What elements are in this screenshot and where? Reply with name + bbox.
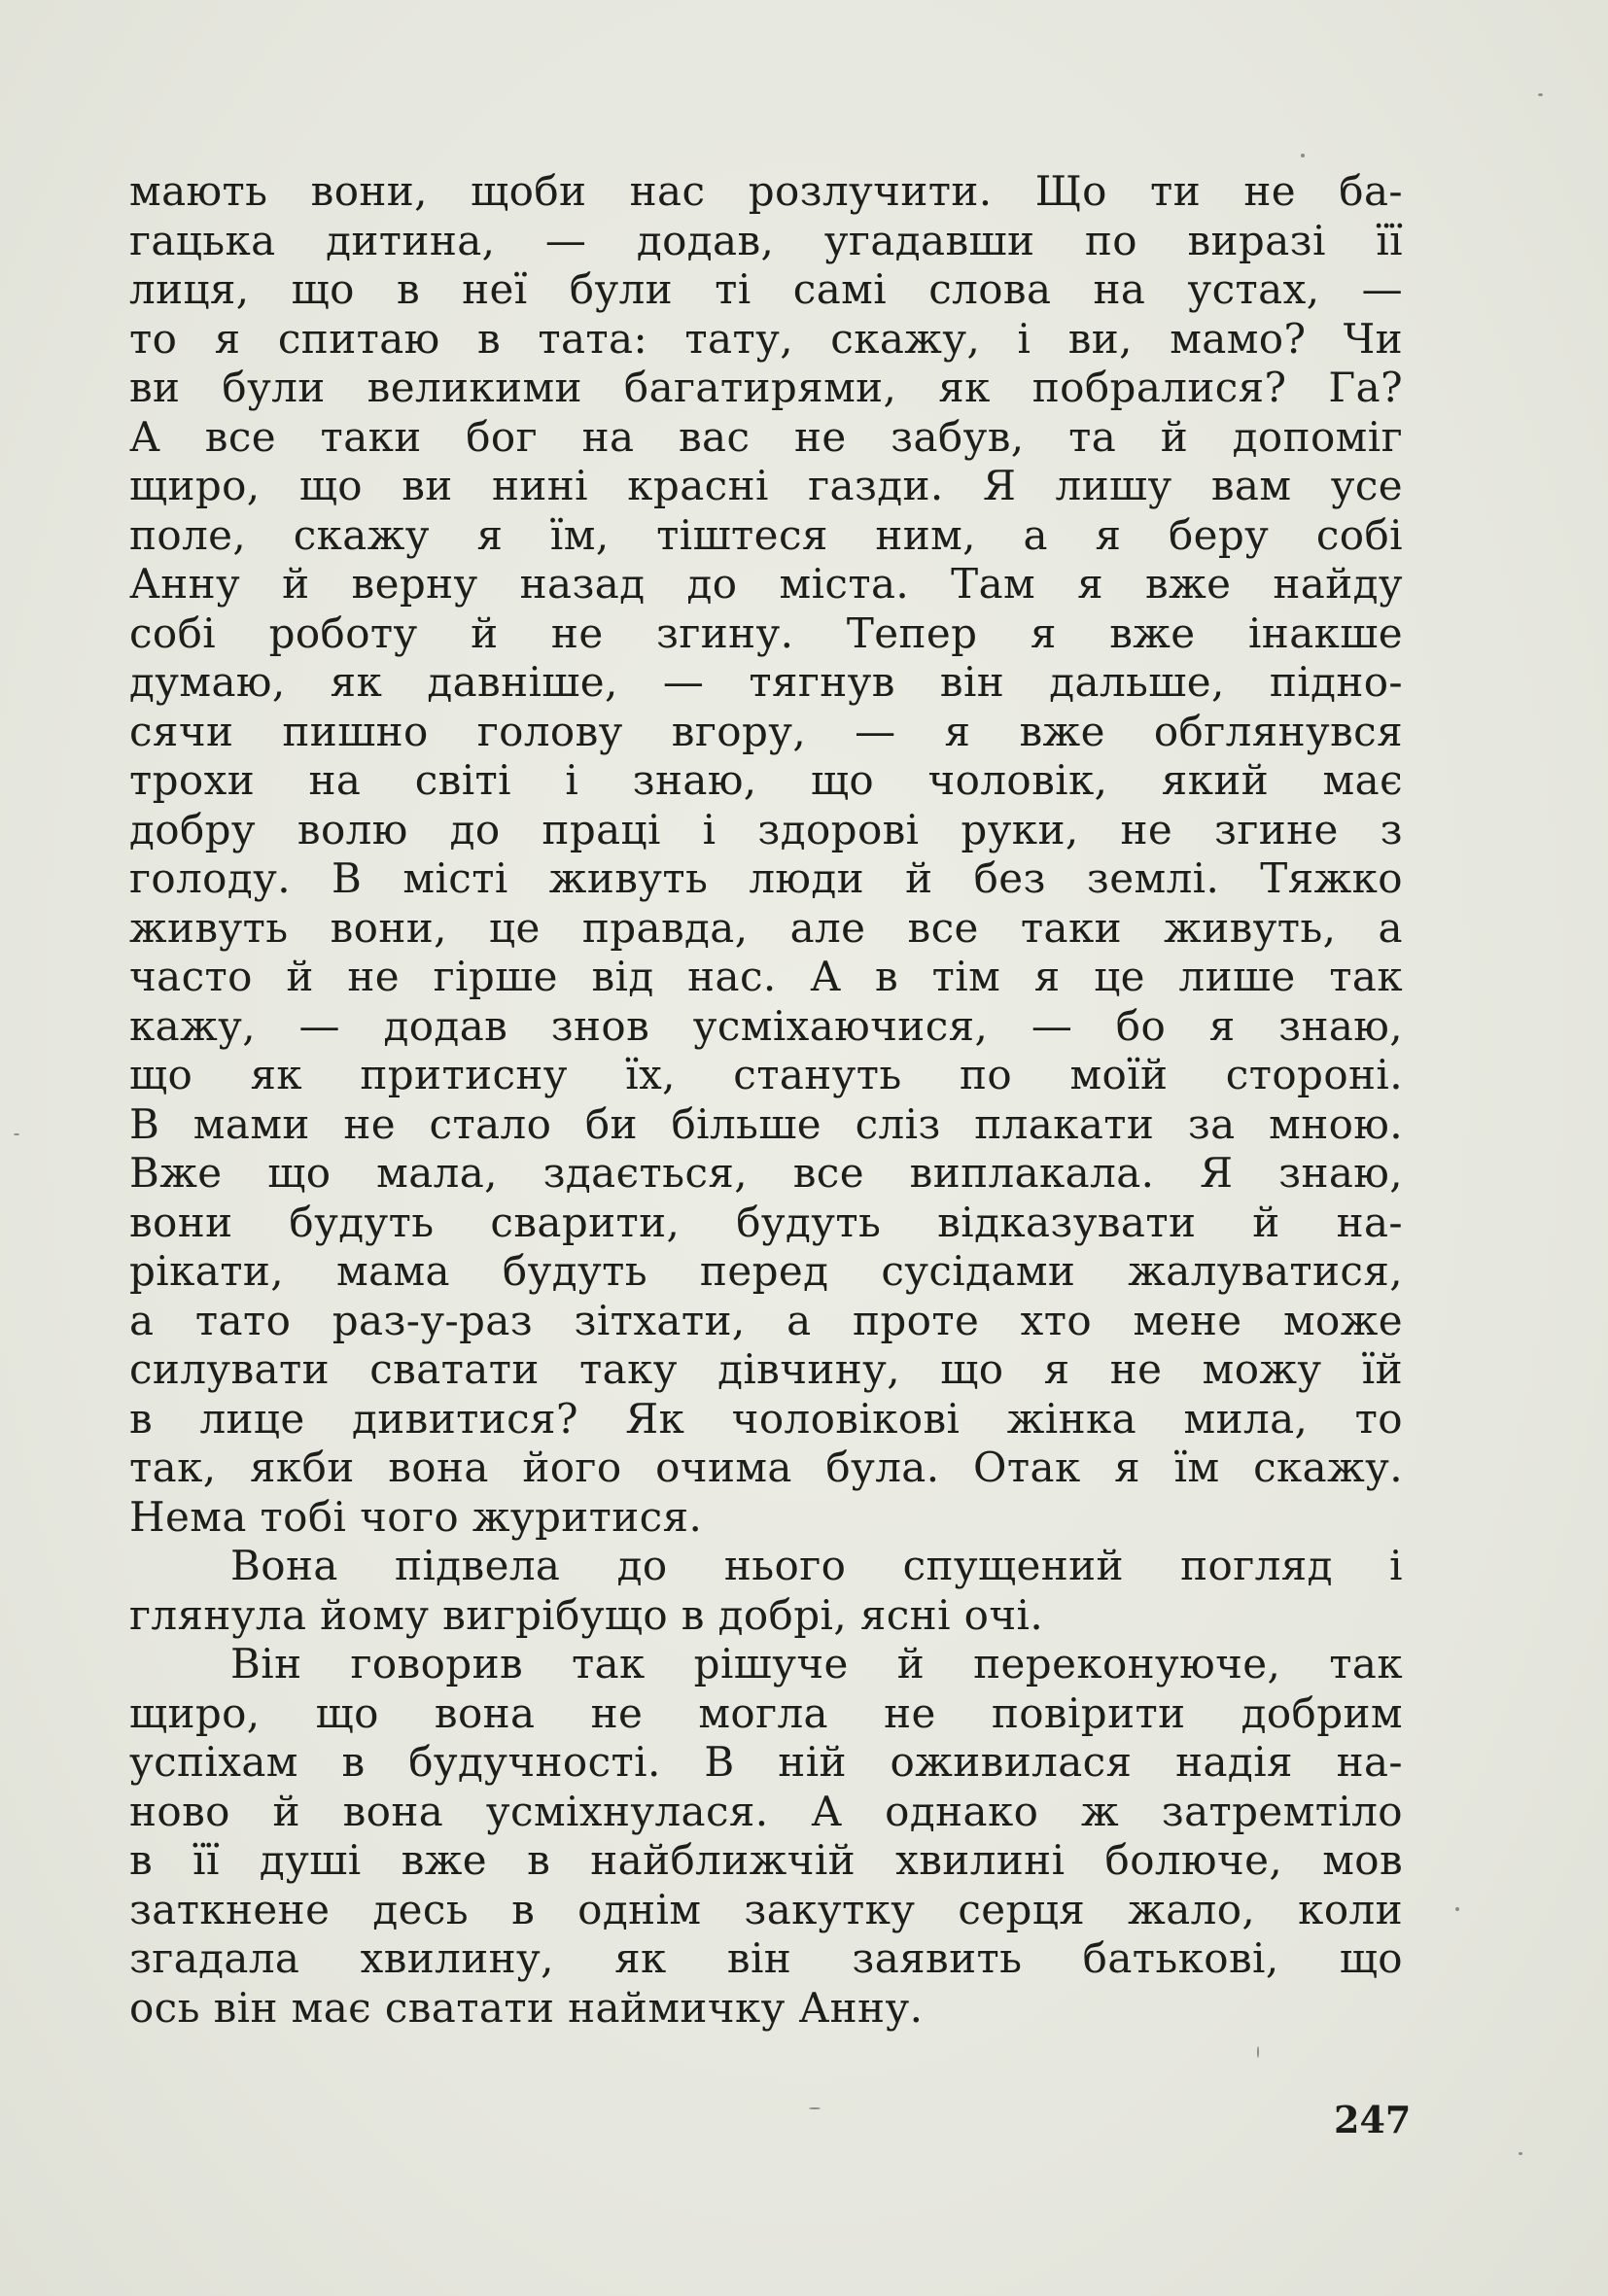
- text-line: що як притисну їх, стануть по моїй стороні.: [129, 1051, 1403, 1098]
- text-line: В мами не стало би більше сліз плакати за мною.: [129, 1099, 1403, 1148]
- body-text: [129, 167, 1403, 2033]
- text-line: рікати, мама будуть перед сусідами жалуватися,: [129, 1247, 1403, 1295]
- text-line: лиця, що в неї були ті самі слова на устах, —: [129, 265, 1403, 313]
- paper-speck: [14, 1133, 19, 1135]
- text-line: так, якби вона його очима була. Отак я їм скажу.: [129, 1444, 1403, 1491]
- text-line: живуть вони, це правда, але все таки живуть, а: [129, 903, 1403, 952]
- text-line: думаю, як давніше, — тягнув він дальше, підно-: [129, 658, 1403, 706]
- text-line: а тато раз-у-раз зітхати, а проте хто мене може: [129, 1296, 1403, 1344]
- paper-speck: [1538, 93, 1543, 96]
- text-line: кажу, — додав знов усміхаючися, — бо я знаю,: [129, 1001, 1403, 1050]
- text-line: в її душі вже в найближчій хвилині болюче, мов: [129, 1836, 1403, 1884]
- paper-speck: [1455, 1907, 1459, 1911]
- paragraph-start-line: Він говорив так рішуче й переконуюче, так: [230, 1640, 1403, 1687]
- paragraph-start-line: Вона підвела до нього спущений погляд і: [230, 1542, 1403, 1589]
- paragraph-end-line: глянула йому вигрібущо в добрі, ясні очі.: [129, 1590, 1044, 1639]
- text-line: силувати сватати таку дівчину, що я не можу їй: [129, 1345, 1403, 1393]
- text-line: трохи на світі і знаю, що чоловік, який має: [129, 756, 1403, 804]
- text-line: Вже що мала, здається, все виплакала. Я знаю,: [129, 1149, 1403, 1197]
- paper-speck: [1301, 154, 1305, 157]
- text-line: добру волю до праці і здорові руки, не згине з: [129, 805, 1403, 853]
- paragraph-end-line: Нема тобі чого журитися.: [129, 1492, 703, 1541]
- text-line: голоду. В місті живуть люди й без землі. Тяжко: [129, 854, 1403, 902]
- paper-speck: [1257, 2046, 1259, 2058]
- text-line: сячи пишно голову вгору, — я вже обглянувся: [129, 707, 1403, 755]
- text-line: ново й вона усміхнулася. А однако ж затремтіло: [129, 1787, 1403, 1835]
- text-line: успіхам в будучності. В ній оживилася надія на-: [129, 1738, 1403, 1786]
- text-line: Анну й верну назад до міста. Там я вже найду: [129, 560, 1403, 608]
- text-line: в лице дивитися? Як чоловікові жінка мила, то: [129, 1394, 1403, 1443]
- text-line: вони будуть сварити, будуть відказувати й на-: [129, 1198, 1403, 1246]
- text-line: А все таки бог на вас не забув, та й допоміг: [129, 412, 1403, 461]
- text-line: собі роботу й не згину. Тепер я вже інакше: [129, 609, 1403, 657]
- text-line: то я спитаю в тата: тату, скажу, і ви, мамо? Чи: [129, 314, 1403, 363]
- paragraph-end-line: ось він має сватати наймичку Анну.: [129, 1983, 924, 2032]
- page-number: 247: [1334, 2098, 1412, 2141]
- text-line: щиро, що ви нині красні газди. Я лишу вам усе: [129, 462, 1403, 509]
- paper-speck: [1519, 2152, 1522, 2155]
- text-line: згадала хвилину, як він заявить батькові, що: [129, 1934, 1403, 1982]
- text-line: гацька дитина, — додав, угадавши по виразі її: [129, 216, 1403, 264]
- paper-speck: [809, 2107, 821, 2109]
- text-line: мають вони, щоби нас розлучити. Що ти не ба-: [129, 167, 1403, 215]
- text-line: поле, скажу я їм, тіштеся ним, а я беру собі: [129, 510, 1403, 559]
- text-line: ви були великими багатирями, як побралися? Га?: [129, 364, 1403, 411]
- text-line: часто й не гірше від нас. А в тім я це лише так: [129, 953, 1403, 1000]
- text-line: заткнене десь в однім закутку серця жало, коли: [129, 1885, 1403, 1933]
- text-line: щиро, що вона не могла не повірити добрим: [129, 1688, 1403, 1737]
